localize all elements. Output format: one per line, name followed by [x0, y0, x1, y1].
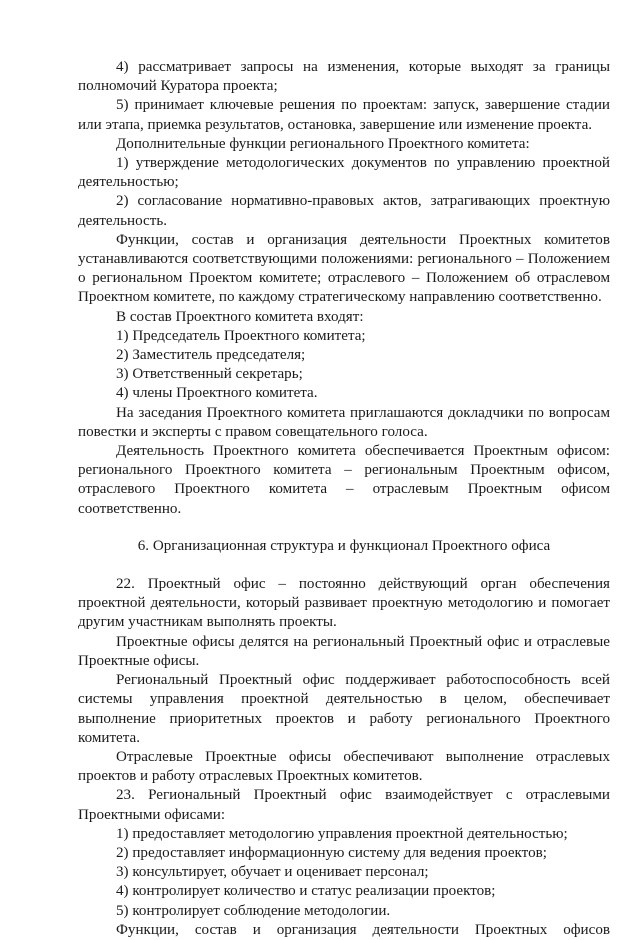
paragraph: Региональный Проектный офис поддерживает работоспособность всей системы управления проектной деятельностью в целом, обеспечивает выполнение приоритетных проектов и работу регионального Проектного комитета. [78, 672, 610, 746]
list-item: 1) Председатель Проектного комитета; [116, 327, 366, 344]
paragraph: Функции, состав и организация деятельности Проектных комитетов устанавливаются соответствующими положениями: регионального – Положением о региональном Проектом комитете; отраслевого – Положением об отраслевом Проектном комитете, по каждому стратегическому направлению соответственно. [78, 231, 610, 306]
list-item: 4) контролирует количество и статус реализации проектов; [116, 883, 496, 900]
list-item: 4) рассматривает запросы на изменения, которые выходят за границы полномочий Куратора проекта; [78, 59, 610, 95]
list-item: 3) консультирует, обучает и оценивает персонал; [116, 864, 429, 881]
list-item: 3) Ответственный секретарь; [116, 366, 303, 383]
list-item: 1) утверждение методологических документов по управлению проектной деятельностью; [78, 155, 610, 191]
list-item: 1) предоставляет методологию управления проектной деятельностью; [116, 825, 568, 842]
paragraph: Дополнительные функции регионального Проектного комитета: [116, 135, 530, 152]
paragraph: Деятельность Проектного комитета обеспечивается Проектным офисом: регионального Проектного комитета – региональным Проектным офисом, отраслевого Проектного комитета – отраслевым Проектным офисом соответственно. [78, 443, 610, 517]
list-item: 4) члены Проектного комитета. [116, 385, 318, 402]
paragraph: В состав Проектного комитета входят: [116, 308, 364, 325]
paragraph: 23. Региональный Проектный офис взаимодействует с отраслевыми Проектными офисами: [78, 787, 610, 823]
list-item: 2) согласование нормативно-правовых актов, затрагивающих проектную деятельность. [78, 193, 610, 229]
list-item: 2) предоставляет информационную систему для ведения проектов; [116, 844, 547, 861]
list-item: 2) Заместитель председателя; [116, 347, 306, 364]
section-heading: 6. Организационная структура и функционал Проектного офиса [137, 537, 551, 554]
paragraph: Отраслевые Проектные офисы обеспечивают выполнение отраслевых проектов и работу отраслевых Проектных комитетов. [78, 748, 610, 785]
paragraph: На заседания Проектного комитета приглашаются докладчики по вопросам повестки и эксперты с правом совещательного голоса. [78, 404, 610, 440]
paragraph: 22. Проектный офис – постоянно действующий орган обеспечения проектной деятельности, который развивает проектную методологию и помогает другим участникам выполнять проекты. [78, 576, 610, 631]
list-item: 5) принимает ключевые решения по проектам: запуск, завершение стадии или этапа, приемка результатов, остановка, завершение или изменение проекта. [78, 97, 610, 133]
paragraph: Проектные офисы делятся на региональный Проектный офис и отраслевые Проектные офисы. [78, 633, 610, 669]
paragraph: Функции, состав и организация деятельности Проектных офисов [116, 921, 610, 938]
list-item: 5) контролирует соблюдение методологии. [116, 902, 391, 919]
document-page [78, 58, 610, 940]
